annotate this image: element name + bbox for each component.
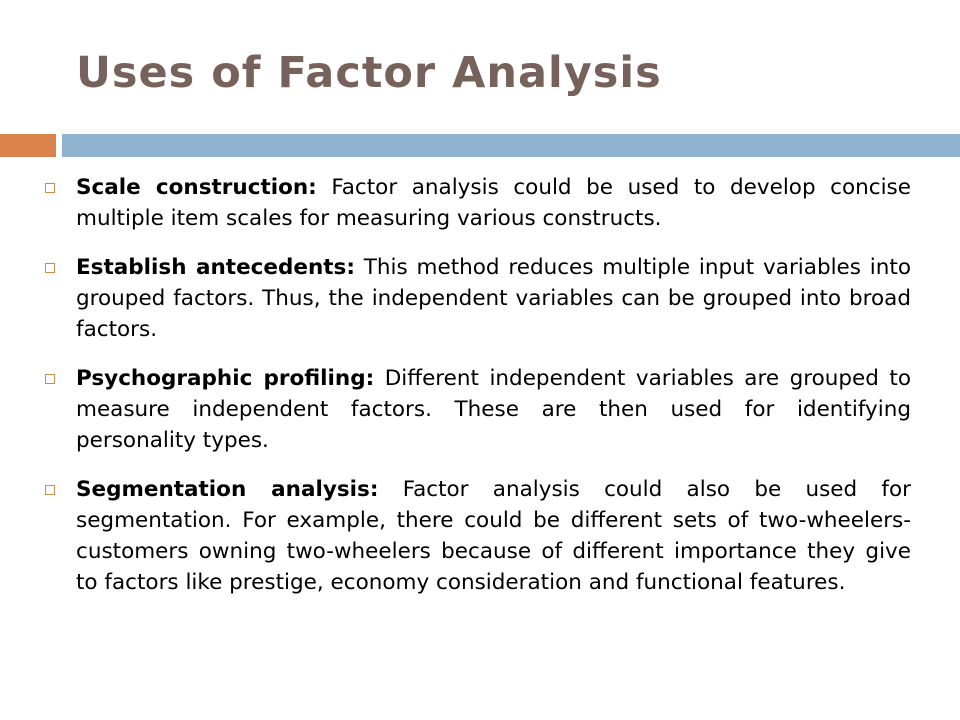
bullet-text: This method reduces multiple input variables into grouped factors. Thus, the independent variables can be grouped into broad factors. bbox=[76, 255, 911, 342]
hollow-square-icon bbox=[45, 263, 55, 273]
bullet-item-scale-construction bbox=[45, 172, 911, 234]
bullet-item-psychographic-profiling bbox=[45, 363, 911, 456]
bullet-term: Psychographic profiling: bbox=[76, 366, 375, 391]
bullet-item-establish-antecedents bbox=[45, 252, 911, 345]
hollow-square-icon bbox=[45, 374, 55, 384]
bullet-list bbox=[45, 172, 911, 616]
bullet-term: Segmentation analysis: bbox=[76, 477, 379, 502]
slide-title: Uses of Factor Analysis bbox=[76, 48, 662, 98]
hollow-square-icon bbox=[45, 485, 55, 495]
bullet-item-segmentation-analysis bbox=[45, 474, 911, 598]
bullet-text: Factor analysis could be used to develop concise multiple item scales for measuring various constructs. bbox=[76, 175, 911, 231]
bullet-text: Factor analysis could also be used for segmentation. For example, there could be different sets of two-wheelers-customers owning two-wheelers because of different importance they give to factors like prestige, economy consideration and functional features. bbox=[76, 477, 911, 595]
bullet-term: Establish antecedents: bbox=[76, 255, 355, 280]
title-accent-bar bbox=[0, 134, 56, 157]
title-divider-bar bbox=[62, 134, 960, 157]
bullet-text: Different independent variables are grouped to measure independent factors. These are then used for identifying personality types. bbox=[76, 366, 911, 453]
bullet-term: Scale construction: bbox=[76, 175, 317, 200]
hollow-square-icon bbox=[45, 183, 55, 193]
